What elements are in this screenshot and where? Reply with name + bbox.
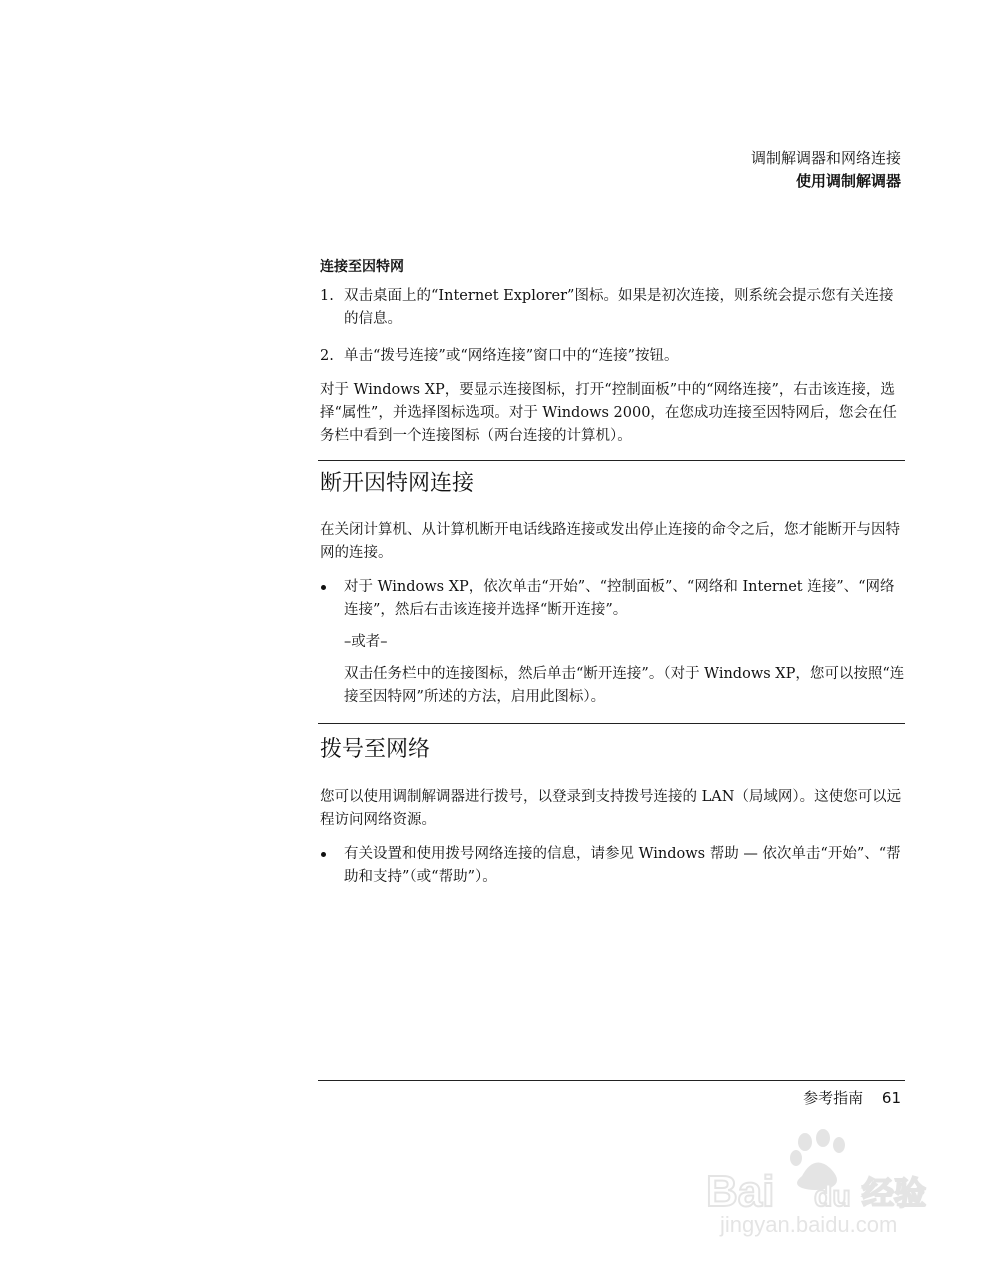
footer-rule xyxy=(318,1080,905,1081)
dialup-heading: 拨号至网络 xyxy=(320,737,431,762)
connect-note: 对于 Windows XP，要显示连接图标，打开“控制面板”中的“网络连接”，右击该连接，选择“属性”，并选择图标选项。对于 Windows 2000，在您成功连接至因特网后，您会在任务栏中看到一个连接图标（两台连接的计算机）。 xyxy=(320,382,897,444)
running-header-section: 使用调制解调器 xyxy=(795,172,901,190)
bullet-icon xyxy=(321,585,326,590)
footer-guide-title: 参考指南 xyxy=(803,1089,864,1107)
page-footer xyxy=(803,1087,901,1108)
paw-icon xyxy=(702,1128,932,1238)
svg-text:jingyan.baidu.com: jingyan.baidu.com xyxy=(720,1212,898,1237)
dialup-bullet-text: 有关设置和使用拨号网络连接的信息，请参见 Windows 帮助 — 依次单击“开始”、“帮助和支持”（或“帮助”）。 xyxy=(344,846,901,885)
connect-steps xyxy=(320,285,905,448)
or-separator: –或者– xyxy=(344,634,388,650)
disconnect-intro: 在关闭计算机、从计算机断开电话线路连接或发出停止连接的命令之后，您才能断开与因特网的连接。 xyxy=(320,522,900,561)
step-item xyxy=(320,285,905,331)
step-text: 单击“拨号连接”或“网络连接”窗口中的“连接”按钮。 xyxy=(344,348,679,364)
svg-text:经验: 经验 xyxy=(862,1174,927,1212)
list-item xyxy=(320,576,905,622)
section-divider xyxy=(318,723,905,724)
dialup-intro: 您可以使用调制解调器进行拨号，以登录到支持拨号连接的 LAN（局域网）。这使您可以远程访问网络资源。 xyxy=(320,789,902,828)
disconnect-alt-text: 双击任务栏中的连接图标，然后单击“断开连接”。（对于 Windows XP，您可以按照“连接至因特网”所述的方法，启用此图标）。 xyxy=(344,666,905,705)
svg-text:du: du xyxy=(814,1180,851,1213)
dialup-body xyxy=(320,786,905,889)
list-item xyxy=(320,843,905,889)
bullet-icon xyxy=(321,852,326,857)
baidu-watermark-logo xyxy=(702,1128,932,1238)
page-number: 61 xyxy=(881,1089,901,1107)
connect-heading: 连接至因特网 xyxy=(320,259,404,275)
step-number: 2. xyxy=(320,348,334,364)
section-divider xyxy=(318,460,905,461)
disconnect-bullet-text: 对于 Windows XP，依次单击“开始”、“控制面板”、“网络和 Internet 连接”、“网络连接”，然后右击该连接并选择“断开连接”。 xyxy=(344,579,895,618)
running-header-chapter: 调制解调器和网络连接 xyxy=(750,149,901,167)
step-number: 1. xyxy=(320,288,334,304)
disconnect-heading: 断开因特网连接 xyxy=(320,471,475,496)
svg-text:Bai: Bai xyxy=(706,1167,775,1216)
step-item xyxy=(320,345,905,368)
disconnect-body xyxy=(320,519,905,709)
step-text: 双击桌面上的“Internet Explorer”图标。如果是初次连接，则系统会提示您有关连接的信息。 xyxy=(344,288,894,327)
